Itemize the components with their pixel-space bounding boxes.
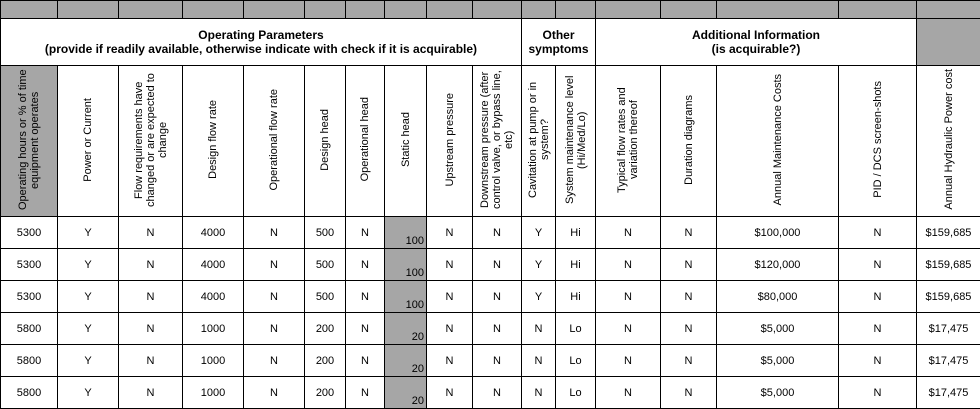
cell-flow-change: N [119, 345, 183, 377]
top-cell [717, 1, 839, 19]
col-duration-diagrams [661, 66, 717, 217]
cell-cavitation: N [522, 345, 556, 377]
cell-hydraulic-cost: $159,685 [917, 217, 980, 249]
cell-duration: N [661, 377, 717, 409]
cell-hydraulic-cost: $159,685 [917, 249, 980, 281]
top-cell [596, 1, 661, 19]
cell-power: Y [58, 217, 119, 249]
cell-op-flow: N [244, 313, 305, 345]
col-annual-maintenance [717, 66, 839, 217]
cell-design-flow: 4000 [183, 281, 244, 313]
header-label: Downstream pressure (after control valve, or bypass line, etc) [479, 67, 515, 213]
cell-op-head: N [346, 217, 385, 249]
data-rows [1, 217, 980, 409]
cell-hours: 5800 [1, 313, 58, 345]
header-label: Typical flow rates and variation thereof [616, 67, 640, 213]
top-shaded-row [1, 1, 980, 19]
cell-upstream: N [427, 313, 473, 345]
top-cell [917, 1, 980, 19]
cell-typical-flow: N [596, 345, 661, 377]
header-label: Design flow rate [207, 100, 219, 179]
col-operational-head [346, 66, 385, 217]
cell-hours: 5800 [1, 345, 58, 377]
top-cell [346, 1, 385, 19]
cell-duration: N [661, 313, 717, 345]
cell-maintenance-level: Lo [556, 345, 596, 377]
header-label: Power or Current [82, 98, 94, 182]
header-label: Design head [319, 109, 331, 171]
cell-op-flow: N [244, 377, 305, 409]
header-label: Operating hours or % of time equipment operates [17, 67, 41, 213]
top-cell [661, 1, 717, 19]
cell-op-flow: N [244, 345, 305, 377]
top-cell [1, 1, 58, 19]
top-cell [839, 1, 917, 19]
cell-power: Y [58, 377, 119, 409]
operating-parameters-group [1, 19, 522, 66]
cell-duration: N [661, 249, 717, 281]
col-downstream-pressure [473, 66, 522, 217]
col-static-head [385, 66, 427, 217]
cell-static-head: 100 [385, 281, 427, 313]
cell-power: Y [58, 345, 119, 377]
top-cell [183, 1, 244, 19]
cell-op-head: N [346, 377, 385, 409]
cell-pid-dcs: N [839, 345, 917, 377]
header-label: Static head [400, 112, 412, 167]
cell-duration: N [661, 345, 717, 377]
header-label: Flow requirements have changed or are expected to change [133, 67, 169, 213]
cell-op-head: N [346, 281, 385, 313]
cell-design-flow: 1000 [183, 313, 244, 345]
cell-maintenance-cost: $120,000 [717, 249, 839, 281]
cell-flow-change: N [119, 313, 183, 345]
cell-upstream: N [427, 345, 473, 377]
cell-op-flow: N [244, 281, 305, 313]
top-cell [427, 1, 473, 19]
header-label: Operational head [359, 97, 371, 181]
cell-hours: 5300 [1, 249, 58, 281]
top-cell [385, 1, 427, 19]
col-cavitation [522, 66, 556, 217]
cell-design-flow: 1000 [183, 345, 244, 377]
col-maintenance-level [556, 66, 596, 217]
col-operational-flow [244, 66, 305, 217]
cell-maintenance-level: Lo [556, 377, 596, 409]
cell-design-head: 500 [305, 217, 346, 249]
cell-hydraulic-cost: $159,685 [917, 281, 980, 313]
top-cell [58, 1, 119, 19]
cell-design-head: 200 [305, 377, 346, 409]
cell-design-head: 500 [305, 281, 346, 313]
cell-maintenance-cost: $100,000 [717, 217, 839, 249]
header-label: Annual Hydraulic Power cost [943, 69, 955, 210]
table-row [1, 313, 980, 345]
cell-downstream: N [473, 313, 522, 345]
cell-downstream: N [473, 281, 522, 313]
cell-downstream: N [473, 345, 522, 377]
cell-cavitation: N [522, 313, 556, 345]
cell-flow-change: N [119, 281, 183, 313]
other-symptoms-group [522, 19, 596, 66]
cell-flow-change: N [119, 249, 183, 281]
cell-hydraulic-cost: $17,475 [917, 313, 980, 345]
cell-duration: N [661, 281, 717, 313]
cell-design-head: 200 [305, 345, 346, 377]
cell-static-head: 100 [385, 249, 427, 281]
cell-cavitation: N [522, 377, 556, 409]
cell-downstream: N [473, 249, 522, 281]
cell-pid-dcs: N [839, 249, 917, 281]
cell-op-flow: N [244, 217, 305, 249]
group-header-row [1, 19, 980, 66]
cell-typical-flow: N [596, 249, 661, 281]
cell-hydraulic-cost: $17,475 [917, 377, 980, 409]
cell-static-head: 20 [385, 377, 427, 409]
header-label: Annual Maintenance Costs [772, 74, 784, 205]
header-label: Duration diagrams [683, 95, 695, 185]
cell-design-flow: 4000 [183, 249, 244, 281]
col-upstream-pressure [427, 66, 473, 217]
col-operating-hours [1, 66, 58, 217]
cell-maintenance-cost: $5,000 [717, 345, 839, 377]
cell-power: Y [58, 249, 119, 281]
cell-typical-flow: N [596, 377, 661, 409]
cell-maintenance-level: Hi [556, 217, 596, 249]
cell-maintenance-level: Hi [556, 249, 596, 281]
cell-maintenance-cost: $5,000 [717, 377, 839, 409]
cell-downstream: N [473, 217, 522, 249]
top-cell [244, 1, 305, 19]
table-row [1, 345, 980, 377]
cell-pid-dcs: N [839, 377, 917, 409]
cell-upstream: N [427, 377, 473, 409]
col-power [58, 66, 119, 217]
cell-pid-dcs: N [839, 281, 917, 313]
cell-cavitation: Y [522, 217, 556, 249]
cell-maintenance-cost: $5,000 [717, 313, 839, 345]
operating-parameters-title: Operating Parameters [1, 28, 521, 42]
cell-typical-flow: N [596, 313, 661, 345]
cell-static-head: 20 [385, 313, 427, 345]
table-row [1, 377, 980, 409]
cell-static-head: 100 [385, 217, 427, 249]
header-label: PID / DCS screen-shots [872, 81, 884, 198]
top-cell [119, 1, 183, 19]
cell-maintenance-level: Hi [556, 281, 596, 313]
cell-flow-change: N [119, 217, 183, 249]
column-header-row [1, 66, 980, 217]
cell-design-head: 200 [305, 313, 346, 345]
cell-hours: 5300 [1, 281, 58, 313]
cell-design-flow: 1000 [183, 377, 244, 409]
cell-design-head: 500 [305, 249, 346, 281]
cell-op-head: N [346, 249, 385, 281]
table-row [1, 249, 980, 281]
hydraulic-group-cell [917, 19, 980, 66]
cell-typical-flow: N [596, 281, 661, 313]
col-design-flow [183, 66, 244, 217]
cell-hours: 5300 [1, 217, 58, 249]
header-label: Upstream pressure [444, 93, 456, 187]
col-hydraulic-power-cost [917, 66, 980, 217]
header-label: Operational flow rate [268, 89, 280, 191]
cell-power: Y [58, 313, 119, 345]
cell-upstream: N [427, 281, 473, 313]
top-cell [522, 1, 556, 19]
table-row [1, 217, 980, 249]
cell-static-head: 20 [385, 345, 427, 377]
cell-maintenance-cost: $80,000 [717, 281, 839, 313]
cell-cavitation: Y [522, 249, 556, 281]
other-symptoms-title-line1: Other [522, 28, 595, 42]
other-symptoms-title-line2: symptoms [522, 42, 595, 56]
additional-information-subtitle: (is acquirable?) [596, 42, 916, 56]
additional-information-title: Additional Information [596, 28, 916, 42]
cell-downstream: N [473, 377, 522, 409]
cell-duration: N [661, 217, 717, 249]
col-pid-dcs [839, 66, 917, 217]
col-flow-requirements [119, 66, 183, 217]
header-label: System maintenance level (Hi/Med/Lo) [564, 67, 588, 213]
cell-pid-dcs: N [839, 313, 917, 345]
cell-cavitation: Y [522, 281, 556, 313]
top-cell [305, 1, 346, 19]
cell-typical-flow: N [596, 217, 661, 249]
cell-op-head: N [346, 313, 385, 345]
header-label: Cavitation at pump or in system? [527, 67, 551, 213]
cell-hours: 5800 [1, 377, 58, 409]
cell-upstream: N [427, 249, 473, 281]
col-typical-flow-rates [596, 66, 661, 217]
cell-hydraulic-cost: $17,475 [917, 345, 980, 377]
cell-op-head: N [346, 345, 385, 377]
cell-maintenance-level: Lo [556, 313, 596, 345]
additional-information-group [596, 19, 917, 66]
cell-pid-dcs: N [839, 217, 917, 249]
cell-op-flow: N [244, 249, 305, 281]
cell-design-flow: 4000 [183, 217, 244, 249]
table-row [1, 281, 980, 313]
top-cell [556, 1, 596, 19]
top-cell [473, 1, 522, 19]
cell-power: Y [58, 281, 119, 313]
operating-parameters-subtitle: (provide if readily available, otherwise indicate with check if it is acquirable) [1, 42, 521, 56]
cell-flow-change: N [119, 377, 183, 409]
cell-upstream: N [427, 217, 473, 249]
col-design-head [305, 66, 346, 217]
